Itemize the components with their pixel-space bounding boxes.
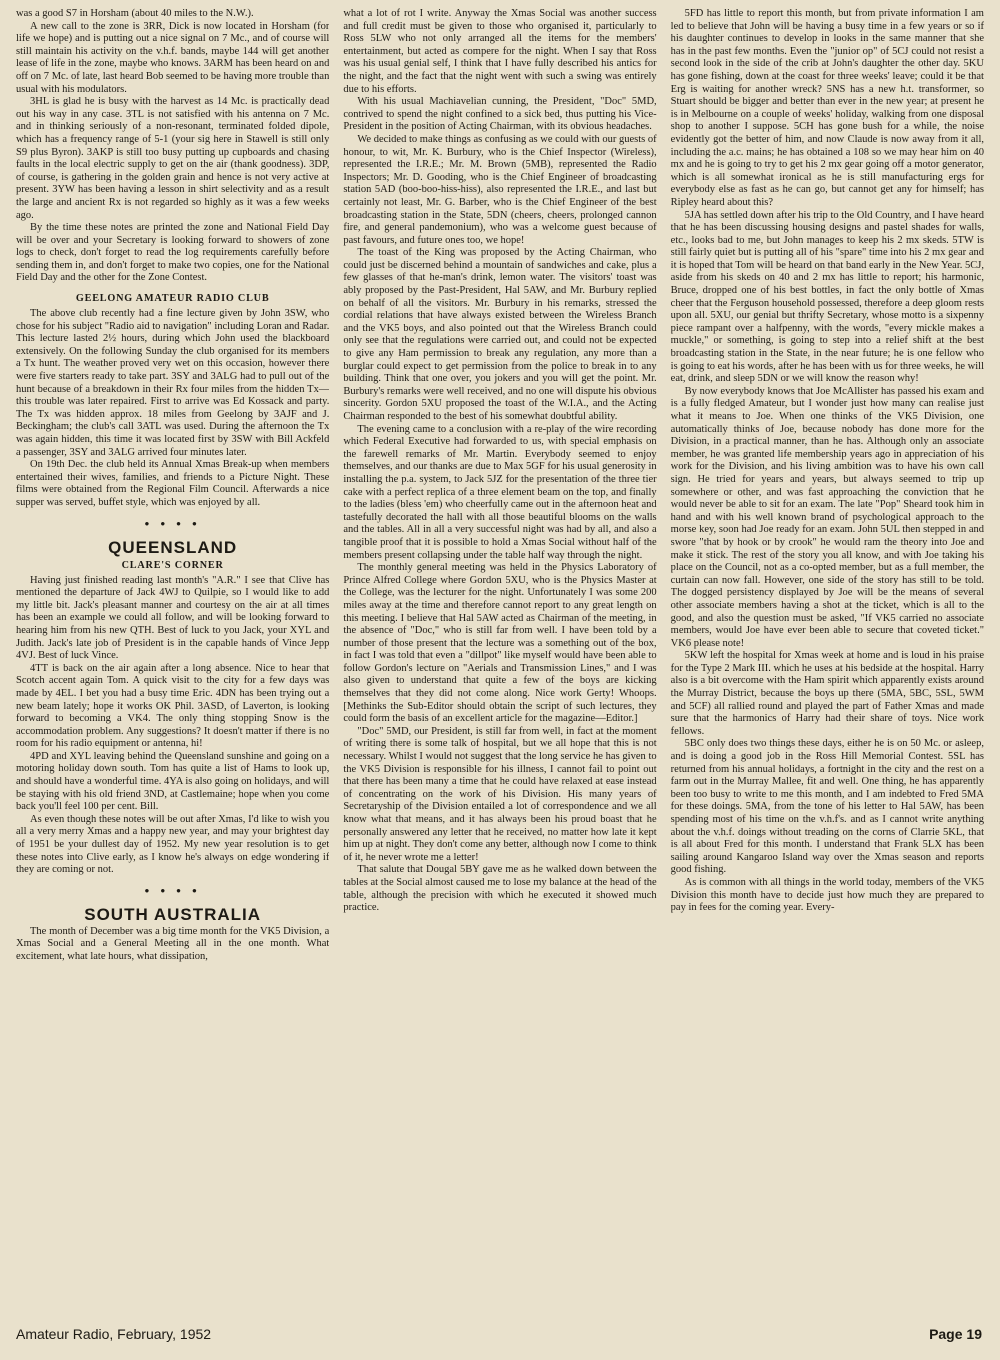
paragraph: what a lot of rot I write. Anyway the Xmas Social was another success and full credit must be given to those who organised it, particularly to Ross 5LW who not only arranged all the items for the members' entertainment, but acted as compere for the night. When I say that Ross was his usual genial self, I think that I have fully described his antics for the night, and the fact that the night went with such a swing was entirely due to his efforts. — [343, 8, 657, 95]
paragraph: We decided to make things as confusing as we could with our guests of honour, to wit, Mr. K. Burbury, who is the Chief Inspector (Wireless), represented the I.R.E.; Mr. M. Brown (5MB), represented the Radio Inspectors; Mr. D. Gooding, who is the Chief Engineer of broadcasting station 5AD (boo-boo-hiss-hiss), also represented the I.R.E., and last but certainly not least, Mr. G. Barber, who is the Chief Engineer of the best broadcasting station in the State, 5DN (cheers, cheers, prolonged cannon fire, and general pandemonium), who was a welcome guest because of past favours, and future ones too, we hope! — [343, 133, 657, 246]
paragraph: That salute that Dougal 5BY gave me as he walked down between the tables at the Social almost caused me to lose my balance at the head of the table, although the precision with which he executed it showed much practice. — [343, 864, 657, 914]
publication-title: Amateur Radio, February, 1952 — [16, 1326, 212, 1342]
paragraph: The evening came to a conclusion with a re-play of the wire recording which Federal Executive had forwarded to us, with special emphasis on the farewell remarks of Mr. Martin. Everybody seemed to enjoy themselves, and our thanks are due to Max 5GF for his usual generosity in installing the p.a. system, to Jack 5JZ for the presentation of the three tier cake with a perfect replica of a three element beam on the top, and finally to the ladies (bless 'em) who cheerfully came out in the afternoon heat and tastefully decorated the hall with all those beautiful blooms on the walls and the tables. All in all a very successful night was had by all, and also a tangible proof that it is possible to hold a Xmas Social without half of the members present collapsing under the table half way through the night. — [343, 423, 657, 561]
paragraph: By now everybody knows that Joe McAllister has passed his exam and is a fully fledged Amateur, but I wonder just how many can realise just what it means to Joe. When one thinks of the VK5 Division, one automatically thinks of Joe, because nobody has done more for the Division, in a practical manner, than he has. Although only an associate member, he was granted life membership years ago in appreciation of his work for the Division, and his living ambition was to have his own call sign. He tried for years and years, but always seemed to trip up somewhere or other, and was fast approaching the conviction that he would never be able to sit for an exam. The late "Pop" Sheard took him in hand and with his well known brand of psychological approach to the morse key, soon had Joe ready for an exam. John 5UL then stepped in and swore "that by hook or by crook" he would ram the theory into Joe and make it stick. The rest of the story you all know, and with Joe taking his place on the Council, not as a co-opted member, but as a full member, the curtain can now fall. However, one side of the story has still to be told. The dogged persistency displayed by Joe will be the means of several other associate members having a shot at the ticket, which is all to the good, and also the question must be asked, "If VK5 carried no associate members, would Joe have ever been able to secure that coveted ticket." VK6 please note! — [670, 385, 984, 649]
section-heading-south-australia: SOUTH AUSTRALIA — [84, 904, 262, 924]
paragraph: As even though these notes will be out after Xmas, I'd like to wish you all a very merry Xmas and a happy new year, and may your brightest day of 1951 be your dullest day of 1952. My new year resolution is to get these notes into Clive early, as I know he's always on edge wondering if they are coming or not. — [16, 813, 330, 876]
paragraph: A new call to the zone is 3RR, Dick is now located in Horsham (for life we hope) and is putting out a nice signal on 7 Mc., and of course will still maintain his activity on the v.h.f. bands, maybe 144 will get another lease of life in the zone, maybe who knows. 3ARM has been heard on and off on 7 Mc. of late, last heard Bob seemed to be having more trouble than usual with his modulators. — [16, 20, 330, 95]
section-divider: • • • • — [144, 515, 201, 531]
page-number: Page 19 — [929, 1326, 982, 1342]
paragraph: By the time these notes are printed the zone and National Field Day will be over and your Secretary is looking forward to showers of zone logs to check, don't forget to read the log requirements carefully before sending them in, and don't forget to make two copies, one for the National Field Day and the other for the Zone Contest. — [16, 222, 330, 284]
paragraph: 5KW left the hospital for Xmas week at home and is loud in his praise for the Type 2 Mark III. which he uses at his bedside at the hospital. Harry also is a bit overcome with the Ham spirit which apparently exists around the Murray District, because the boys up there (5MA, 5BC, 5SL, 5WM and 5CF) all rallied round and played the part of Father Xmas and made sure that the harmonics of Harry had their share of toys. Nice work fellows. — [670, 650, 984, 737]
paragraph: 5JA has settled down after his trip to the Old Country, and I have heard that he has been discussing housing designs and pastel shades for walls, etc., looks bad to me, but John manages to keep his 2 mx skeds. 5TW is still fairly quiet but is putting all of his "spare" time into his 2 mx gear and it is hoped that Tom will be heard on that band early in the New Year. 5CJ, aside from his skeds on 40 and 2 mx has little to report; his harmonic, Bruce, dropped one of his best bottles, in fact the only bottle of Xmas cheer that the Ferguson household possessed, therefore a deep gloom rests upon all. 5XU, our genial but thrifty Secretary, whose motto is a sixpenny piece rampant over a halfpenny, with the words, "every mickle makes a muckle," or something, is going to step into a relief shift at the best broadcasting station in the State, in the near future; he is one fellow who is going to eat his words, after he has been with us for three weeks, he will eat, drink, and sleep 5DN or we will know the reason why! — [670, 209, 984, 385]
column-2 — [343, 8, 656, 1314]
page-footer — [16, 1326, 982, 1342]
paragraph: With his usual Machiavelian cunning, the President, "Doc" 5MD, contrived to spend the night confined to a sick bed, thus putting his Vice-President in the position of Acting Chairman, with its obvious headaches. — [343, 96, 657, 133]
paragraph: Having just finished reading last month's "A.R." I see that Clive has mentioned the departure of Jack 4WJ to Quilpie, so I would like to add my little bit. Jack's pleasant manner and courtesy on the air at all times has been an example we could all follow, and will be looking forward to hearing him from his new QTH. Best of luck to you Jack, your XYL and Judith. Jack's late job of President is in the capable hands of Vince Jepp 4VJ. Best of luck Vince. — [16, 574, 330, 662]
paragraph: 4TT is back on the air again after a long absence. Nice to hear that Scotch accent again Tom. A quick visit to the city for a few days was made by 4EL. I bet you had a busy time Eric. 4DN has been trying out a new beam lately; hope it works OK Phil. 3ASD, of Laverton, is looking forward to becoming a VK4. The only thing stopping Snow is the accommodation problem. Any suggestions? It doesn't matter if there is no room for his radio equipment or antenna, hi! — [16, 662, 330, 750]
paragraph: 5BC only does two things these days, either he is on 50 Mc. or asleep, and is doing a good job in the Ross Hill Memorial Contest. 5SL has returned from his annual holidays, a fortnight in the city and the rest on a farm out in the Murray Mallee, fit and well. One thing, he has apparently been too busy to write to me this month, and I am indebted to Fred 5MA for these doings. 5MA, from the tone of his letter to Hal 5AW, has been spending most of his time on the v.h.f's. and as I cannot write anything about the v.h.f. doings without treading on the corns of Clarrie 5KL, that is all about Fred for this month. I understand that Frank 5LX has been sailing around Kangaroo Island way over the Xmas season and reports good fishing. — [670, 738, 984, 876]
text-columns — [16, 8, 984, 1314]
paragraph: 3HL is glad he is busy with the harvest as 14 Mc. is practically dead out his way in any case. 3TL is not satisfied with his antenna on 7 Mc. and in thinking seriously of a non-resonant, terminated folded dipole, which has a frequency range of 5-1 (your sig here in Stawell is still only S9 plus Byron). 3AKP is still too busy putting up cupboards and chasing faults in the local electric supply to get on the air (thank goodness). 3DP, of course, is gathering in the golden grain and hence is not very active at present. 3YW has been having a lesson in shirt selectivity and as a result the large and ancient Rx is not regarded so highly as it was a few weeks ago. — [16, 96, 330, 221]
section-heading-queensland: QUEENSLAND — [108, 537, 238, 557]
paragraph: The toast of the King was proposed by the Acting Chairman, who could just be discerned behind a mountain of sandwiches and cake, plus a few glasses of that he-man's drink, lemon water. The visitors' toast was ably proposed by the Past-President, Hal 5AW, and Mr. Burbury replied on behalf of all the visitors. Mr. Burbury in his remarks, stressed the cordial relations that have always existed between the Wireless Branch and the VK5 boys, and also pointed out that the Wireless Branch could only see that the regulations were carried out, and could not be expected to give any Ham permission to break any regulation, any more than a burglar could expect to get permission from the police to break in to any building. Think that one over, you jokers and you will get the point. Mr. Burbury's remarks were well received, and no one will dispute his obvious sincerity. Gordon 5XU proposed the toast of the W.I.A., and the Acting Chairman responded to the best of his somewhat doubtful ability. — [343, 247, 657, 422]
paragraph: 5FD has little to report this month, but from private information I am led to believe that John will be having a busy time in a few years or so if his daughter continues to develop in looks in the same manner that she has in the past few months. Even the "junior op" of 5CJ could not resist a second look in the side of the crib at John's daughter the other day. 5KU has gone fishing, down at the coast for three weeks' leave; could it be that Erg is waiting for another wreck? 5NS has a new h.t. transformer, so Stuart should be bigger and better than ever in the new year; at present he is in Melbourne on a couple of weeks' holiday, walking from one disposal shop to another I suppose. 5CH has gone bush for a while, the noise evidently got the better of him, and now Claude is now away from it all, including the a.c. mains; he has obtained a 108 so we may hear him on 40 mx and he is going to try to get his 2 mx gear going off a motor generator, which is all somewhat ironical as he is still manufacturing ergs for everybody else as fast as he can go, but cannot get any for himself; has Ripley heard about this? — [670, 8, 984, 208]
paragraph: The month of December was a big time month for the VK5 Division, a Xmas Social and a General Meeting all in the one month. What excitement, what late hours, what dissipation, — [16, 925, 330, 962]
column-1 — [16, 8, 329, 1314]
paragraph: "Doc" 5MD, our President, is still far from well, in fact at the moment of writing there is some talk of hospital, but we all hope that this is not necessary. Whilst I would not suggest that the long service he has given to the VK5 Division is responsible for his illness, I cannot fail to point out that there has been many a time that he could have relaxed at ease instead of concentrating on the work of his Division. His many years of Secretaryship of the Division entailed a lot of correspondence and we all know what that means, and it has always been his proud boast that he personally answered any letter that he received, no matter how late it kept him up at night. They don't come any better, although now I come to think of it, he never wrote me a letter! — [343, 725, 657, 863]
section-divider: • • • • — [144, 882, 201, 898]
paragraph: As is common with all things in the world today, members of the VK5 Division this month have to decide just how much they are prepared to pay in fees for the coming year. Every- — [670, 876, 984, 914]
section-heading-geelong: GEELONG AMATEUR RADIO CLUB — [75, 293, 270, 305]
paragraph: The above club recently had a fine lecture given by John 3SW, who chose for his subject "Radio aid to navigation" including Loran and Radar. This lecture lasted 2½ hours, during which John used the blackboard extensively. On the following Sunday the club organised for its members a Tx hunt. The weather proved very wet on this occasion, however there were five starters ready to take part. 3SY and 3ALG had to pull out of the hunt because of a breakdown in their Rx four miles from the hidden Tx—this trouble was later repaired. First to arrive was Ed Kossack and party. The Tx was hidden approx. 18 miles from Geelong by 3AJF and J. Beckingham; the club's call 3ATL was used. During the afternoon the Tx was again hidden, this time it was located first by 3SW with Bill Ackfeld a passenger, 3SY and 3ALG arrived four minutes later. — [16, 308, 330, 458]
subheading-clares-corner: CLARE'S CORNER — [121, 559, 224, 571]
paragraph: The monthly general meeting was held in the Physics Laboratory of Prince Alfred College where Gordon 5XU, who is the Physics Master at the College, was the lecturer for the night. Unfortunately I was some 200 miles away at the time and therefore cannot report to any great length on this meeting. I believe that Hal 5AW acted as Chairman of the meeting, in the absence of "Doc," who is still far from well. I have been told by a number of those present that the lecture was a something out of the box, in fact I was told that even a "dillpot" like myself would have been able to follow Gordon's lecture on "Aerials and Transmission Lines," and I was also given to understand that quite a few of the boys are kicking themselves that they did not come along. Nice work Gerty! Whoops. [Methinks the Sub-Editor should obtain the script of such lectures, they could form the basis of an excellent article for the magazine—Editor.] — [343, 562, 657, 725]
paragraph: was a good S7 in Horsham (about 40 miles to the N.W.). — [16, 8, 254, 19]
paragraph: On 19th Dec. the club held its Annual Xmas Break-up when members entertained their wives, families, and friends to a Picture Night. These films were obtained from the Regional Film Council. Afterwards a nice supper was served, buffet style, which was enjoyed by all. — [16, 459, 330, 508]
column-3 — [671, 8, 984, 1314]
paragraph: 4PD and XYL leaving behind the Queensland sunshine and going on a motoring holiday down south. Tom has quite a list of Hams to look up, and should have a wonderful time. 4YA is also going on holidays, and will be staying with his old friend 3ND, at Castlemaine; hope when you come back you'll feel 100 per cent. Bill. — [16, 750, 330, 813]
